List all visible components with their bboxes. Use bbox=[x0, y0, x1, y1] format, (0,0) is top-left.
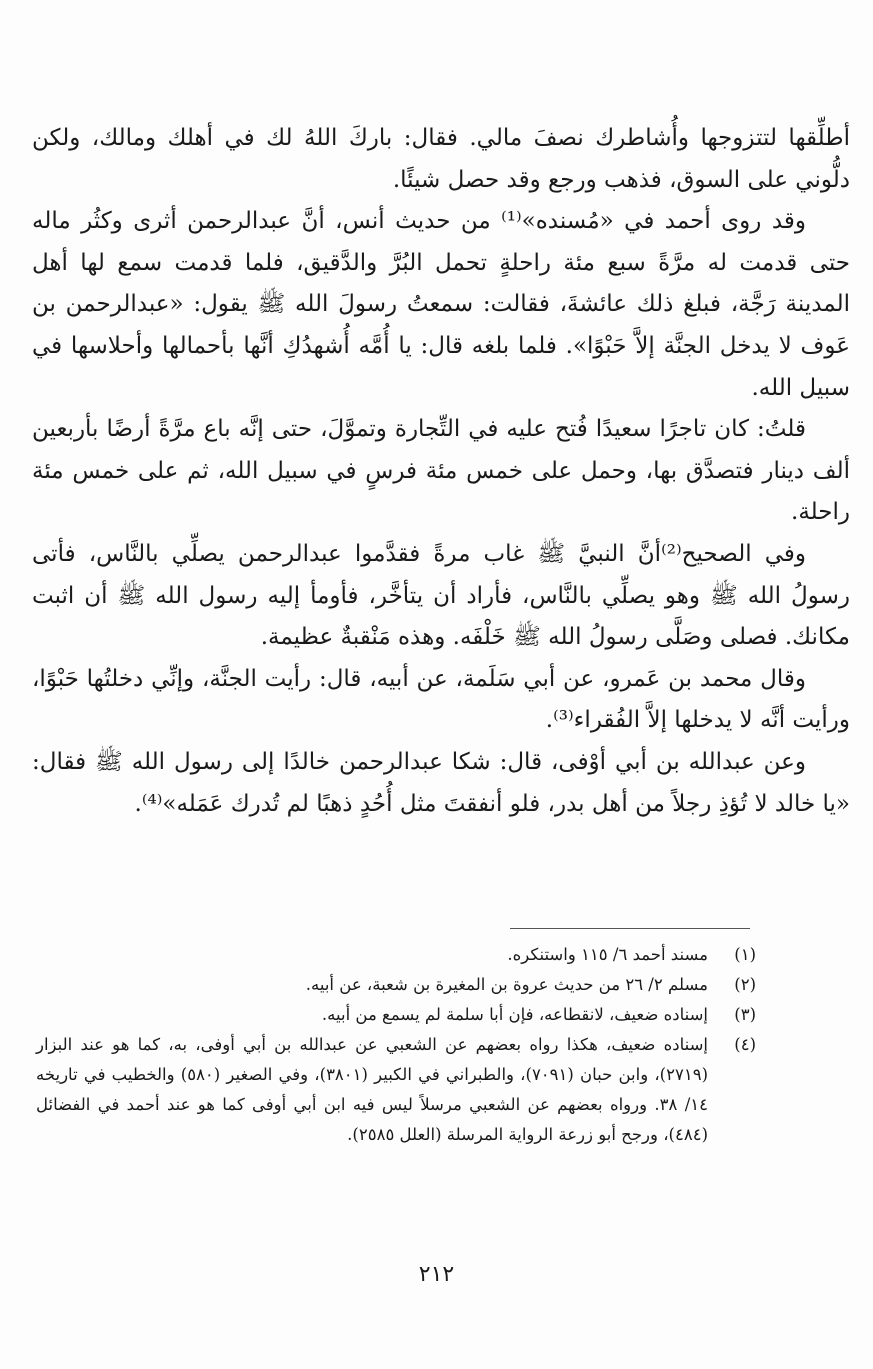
footnote-text: مسلم ٢/ ٢٦ من حديث عروة بن المغيرة بن شعبة، عن أبيه. bbox=[305, 975, 708, 994]
footnote-separator bbox=[510, 928, 750, 929]
paragraph-2: وقد روى أحمد في «مُسنده»⁽¹⁾ من حديث أنس، أنَّ عبدالرحمن أثرى وكثُر ماله حتى قدمت له مرَّةً سبع مئة راحلةٍ تحمل البُرَّ والدَّقيق، فلما قدمت سمع لها أهل المدينة رَجَّة، فبلغ ذلك عائشةَ، فقالت: سمعتُ رسولَ الله ﷺ يقول: «عبدالرحمن بن عَوف لا يدخل الجنَّة إلاَّ حَبْوًا». فلما بلغه قال: يا أُمَّه أُشهدُكِ أنَّها بأحمالها وأحلاسها في سبيل الله. bbox=[32, 208, 850, 401]
footnote-number: (٤) bbox=[734, 1035, 756, 1054]
footnote-3 bbox=[36, 1000, 756, 1030]
footnote-text: إسناده ضعيف، لانقطاعه، فإن أبا سلمة لم يسمع من أبيه. bbox=[321, 1005, 708, 1024]
footnotes bbox=[36, 940, 756, 1150]
page-number: ٢١٢ bbox=[418, 1262, 455, 1287]
footnote-2 bbox=[36, 970, 756, 1000]
footnote-text: إسناده ضعيف، هكذا رواه بعضهم عن الشعبي عن عبدالله بن أبي أوفى، به، كما هو عند البزار (٢٧١٩)، وابن حبان (٧٠٩١)، والطبراني في الكبير (٣٨٠١)، وفي الصغير (٥٨٠) والخطيب في تاريخه ١٤/ ٣٨. ورواه بعضهم عن الشعبي مرسلاً ليس فيه ابن أبي أوفى كما هو عند أحمد في الفضائل (٤٨٤)، ورجح أبو زرعة الرواية المرسلة (العلل ٢٥٨٥). bbox=[36, 1035, 709, 1144]
main-text bbox=[32, 118, 850, 825]
paragraph-5: وقال محمد بن عَمرو، عن أبي سَلَمة، عن أبيه، قال: رأيت الجنَّة، وإنِّي دخلتُها حَبْوًا، ورأيت أنَّه لا يدخلها إلاَّ الفُقراء⁽³⁾. bbox=[32, 665, 850, 734]
paragraph-1: أطلِّقها لتتزوجها وأُشاطرك نصفَ مالي. فقال: باركَ اللهُ لك في أهلك ومالك، ولكن دلُّوني على السوق، فذهب ورجع وقد حصل شيئًا. bbox=[32, 125, 850, 193]
paragraph-4: وفي الصحيح⁽²⁾أنَّ النبيَّ ﷺ غاب مرةً فقدَّموا عبدالرحمن يصلِّي بالنَّاس، فأتى رسولُ الله ﷺ وهو يصلِّي بالنَّاس، فأراد أن يتأخَّر، فأومأ إليه رسول الله ﷺ أن اثبت مكانك. فصلى وصَلَّى رسولُ الله ﷺ خَلْفَه. وهذه مَنْقبةٌ عظيمة. bbox=[32, 540, 850, 651]
footnote-number: (١) bbox=[734, 945, 756, 964]
footnote-text: مسند أحمد ٦/ ١١٥ واستنكره. bbox=[507, 945, 708, 964]
paragraph-6: وعن عبدالله بن أبي أوْفى، قال: شكا عبدالرحمن خالدًا إلى رسول الله ﷺ فقال: «يا خالد لا تُؤذِ رجلاً من أهل بدر، فلو أنفقتَ مثل أُحُدٍ ذهبًا لم تُدرك عَمَله»⁽⁴⁾. bbox=[32, 748, 850, 817]
paragraph-3: قلتُ: كان تاجرًا سعيدًا فُتح عليه في التِّجارة وتموَّلَ، حتى إنَّه باع مرَّةً أرضًا بأربعين ألف دينار فتصدَّق بها، وحمل على خمس مئة فرسٍ في سبيل الله، ثم على خمس مئة راحلة. bbox=[32, 416, 850, 526]
footnote-number: (٢) bbox=[734, 975, 756, 994]
footnote-number: (٣) bbox=[734, 1005, 756, 1024]
footnote-4 bbox=[36, 1030, 756, 1150]
footnote-1 bbox=[36, 940, 756, 970]
